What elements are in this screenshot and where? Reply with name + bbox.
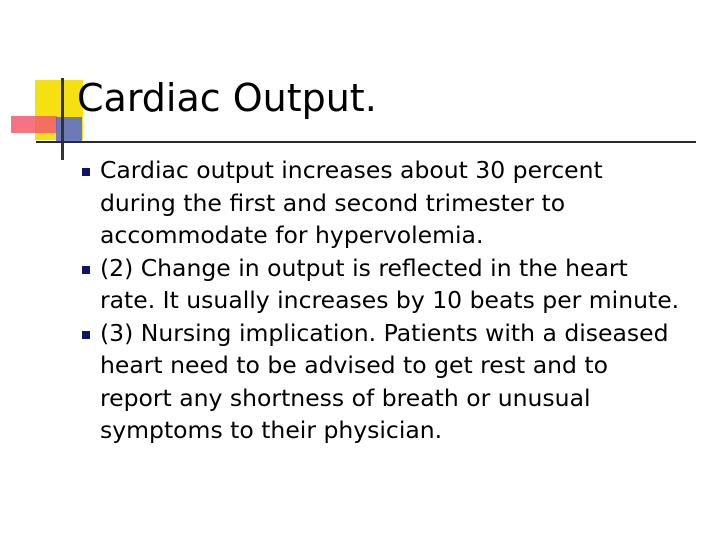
vertical-rule-decoration (61, 78, 64, 160)
bullet-text: (3) Nursing implication. Patients with a diseased heart need to be advised to get rest and to report any shortness of breath or unusual symptoms to their physician. (100, 318, 669, 444)
square-bullet-icon (82, 168, 90, 176)
bullet-item (82, 154, 682, 252)
square-bullet-icon (82, 331, 90, 339)
title-underline-rule (36, 141, 696, 143)
pink-bar-decoration (11, 116, 57, 133)
bullet-list (82, 154, 682, 447)
bullet-item (82, 317, 682, 447)
slide-title: Cardiac Output. (77, 76, 377, 120)
bullet-text: (2) Change in output is reflected in the heart rate. It usually increases by 10 beats per minute. (100, 253, 680, 314)
bullet-item (82, 252, 682, 317)
square-bullet-icon (82, 266, 90, 274)
bullet-text: Cardiac output increases about 30 percent during the first and second trimester to accommodate for hypervolemia. (100, 156, 603, 249)
